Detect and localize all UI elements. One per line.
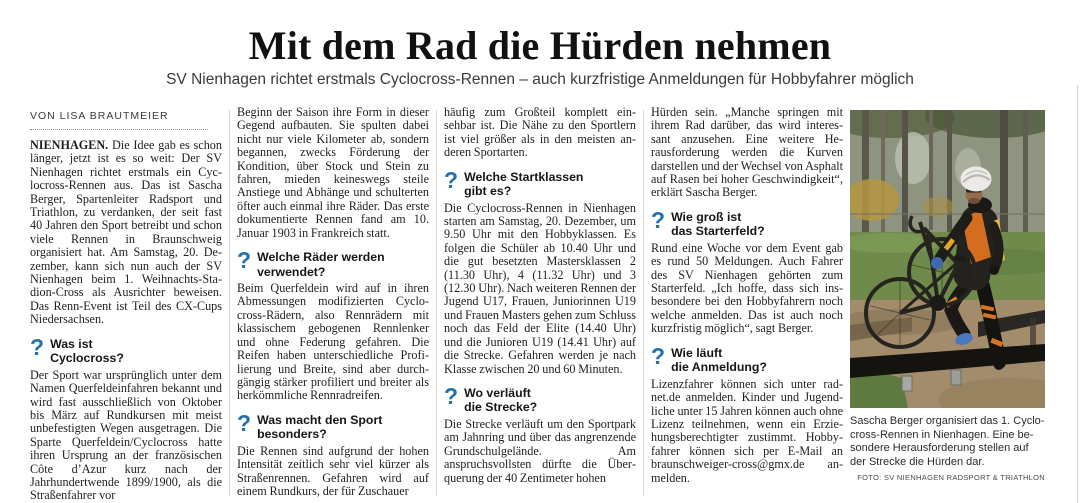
question-line: Welche Startklassen <box>464 169 584 184</box>
paragraph: Die Cyclocross-Rennen in Nienhagen starten am Samstag, 20. Dezember, um 9.50 Uhr mit den Hobbyklassen. Es folgen die Schüler ab 10.40 Uhr und die gut besetzten Mastersklassen 2 (11.30 Uhr), 4 (11.32 Uhr) und 3 (12.30 Uhr). Nach weiteren Rennen der Jugend U17, Frauen, Juniorinnen U19 und Frauen Masters gehen zum Schluss noch das Feld der Elite (14.40 Uhr) und die Junioren U19 (14.41 Uhr) auf die Strecke. Gefahren werden je nach Klasse zwischen 20 und 60 Minuten. <box>444 200 636 376</box>
paragraph: Beginn der Saison ihre Form in dieser Gegend aufbauten. Sie spulten dabei nicht nur viele Kilometer ab, sondern begannen, zwecks Förderung der Kondition, über Stock und Stein zu fahren, mieden keineswegs steile Anstiege und Abhänge und schulterten öfter auch einmal ihre Räder. Das erste dokumentierte Rennen fand am 10. Januar 1903 in Frankreich statt. <box>237 105 429 240</box>
question-icon: ? <box>30 333 45 360</box>
text-column-3 <box>444 106 636 498</box>
question-line: gibt es? <box>464 184 512 199</box>
question-line: besonders? <box>257 427 327 442</box>
paragraph: Der Sport war ursprünglich unter dem Namen Querfeldeinfahren bekannt und wird fast ausschließlich von Oktober bis März auf Rundkursen mit meist unbefestigten Wegen ausgetragen. Die Sparte Querfeldein/Cyclocross hatte ihren Ursprung an der französischen Côte d’Azur kurz nach der Jahrhundertwende 1899/1900, als die Straßenfahrer vor <box>30 367 222 503</box>
question-line: Cyclocross? <box>50 351 124 366</box>
question-heading <box>651 206 843 239</box>
question-icon: ? <box>237 247 252 274</box>
question-heading <box>444 166 636 199</box>
question-line: das Starterfeld? <box>671 224 765 239</box>
page-edge-rule <box>1077 85 1078 503</box>
paragraph: Die Strecke verläuft um den Sportpark am Jahnring und über das angrenzende Grundschulgelände. Am anspruchsvollsten dürfte die Überquerung der 40 Zentimeter hohen <box>444 416 636 485</box>
paragraph-text: Die Idee gab es schon länger, jetzt ist es so weit: Der SV Nienhagen richtet erstmals ein Cyclocross-Rennen aus. Das ist Sascha Berger, Spartenleiter Radsport und Triathlon, zu verdanken, der seit fast 40 Jahren den Sport betreibt und schon viele Rennen in Braunschweig organisiert hat. Am Samstag, 20. Dezember, kann sich nun auch der SV Nienhagen beim 1. Weihnachts-Stadion-Cross als Ausrichter beweisen. Das Renn-Event ist Teil des CX-Cups Niedersachsen. <box>30 138 222 327</box>
question-icon: ? <box>444 166 459 193</box>
question-heading <box>30 333 222 366</box>
paragraph: Die Rennen sind aufgrund der hohen Intensität zeitlich sehr viel kürzer als Straßenrennen. Gefahren wird auf einem Rundkurs, der für Zuschauer <box>237 443 429 498</box>
question-icon: ? <box>237 409 252 436</box>
question-icon: ? <box>651 342 666 369</box>
question-line: Wo verläuft <box>464 385 531 400</box>
question-heading <box>237 409 429 442</box>
byline: VON LISA BRAUTMEIER <box>30 106 208 130</box>
paragraph: häufig zum Großteil komplett einsehbar ist. Die Nähe zu den Sportlern ist viel größer als in den meisten anderen Sportarten. <box>444 105 636 160</box>
article-headline: Mit dem Rad die Hürden nehmen <box>248 23 832 68</box>
dateline: NIENHAGEN. <box>30 138 109 152</box>
question-icon: ? <box>651 206 666 233</box>
question-heading <box>651 342 843 375</box>
paragraph: Rund eine Woche vor dem Event gab es rund 50 Meldungen. Auch Fahrer des SV Nienhagen gehörten zum Starterfeld. „Ich hoffe, dass sich insbesondere bei den Hobbyfahrern noch welche anmelden. Das ist auch noch kurzfristig möglich“, sagt Berger. <box>651 240 843 336</box>
question-line: verwendet? <box>257 264 326 279</box>
photo-credit: FOTO: SV NIENHAGEN RADSPORT & TRIATHLON <box>857 473 1045 482</box>
question-line: Was ist <box>50 336 93 351</box>
question-heading <box>444 382 636 415</box>
paragraph: Beim Querfeldein wird auf in ihren Abmessungen modifizierten Cyclocross-Rädern, also Rennrädern mit klassischem gebogenen Rennlenker und ohne Federung gefahren. Die Reifen haben unterschiedliche Profilierung und Breite, sind aber durchgängig stärker profiliert und breiter als herkömmliche Rennradreifen. <box>237 281 429 403</box>
photo-caption: Sascha Berger organisiert das 1. Cyclocross-Rennen in Nienhagen. Eine besondere Herausforderung stellen auf der Strecke die Hürden dar. <box>850 415 1045 468</box>
lead-paragraph <box>30 139 222 327</box>
text-column-1 <box>30 106 222 503</box>
question-heading <box>237 247 429 279</box>
photo-column <box>850 106 1045 498</box>
article-body <box>30 105 1045 503</box>
question-line: Was macht den Sport <box>257 412 383 427</box>
text-column-2 <box>237 106 429 498</box>
paragraph: Lizenzfahrer können sich unter rad-net.de anmelden. Kinder und Jugendliche unter 15 Jahren können auch ohne Lizenz teilnehmen, wenn ein Erziehungsberechtigter zustimmt. Hobbyfahrer können sich per E-Mail an braunschweiger-cross@gmx.de anmelden. <box>651 376 843 485</box>
question-line: Wie groß ist <box>671 209 742 224</box>
question-line: Wie läuft <box>671 345 723 360</box>
text-column-4 <box>651 106 843 498</box>
question-line: die Anmeldung? <box>671 360 767 375</box>
question-line: die Strecke? <box>464 400 538 415</box>
article-photo-cyclist-hurdle <box>850 110 1045 408</box>
question-line: Welche Räder werden <box>257 250 385 265</box>
paragraph: Hürden sein. „Manche springen mit ihrem Rad darüber, das wird interessant anzusehen. Eine weitere Herausforderung werden die Kurven darstellen und der Wechsel von Asphalt auf Rasen bei hoher Geschwindigkeit“, erklärt Sascha Berger. <box>651 105 843 200</box>
article-subtitle: SV Nienhagen richtet erstmals Cyclocross-Rennen – auch kurzfristige Anmeldungen für Hobbyfahrer möglich <box>166 71 914 88</box>
question-icon: ? <box>444 382 459 409</box>
